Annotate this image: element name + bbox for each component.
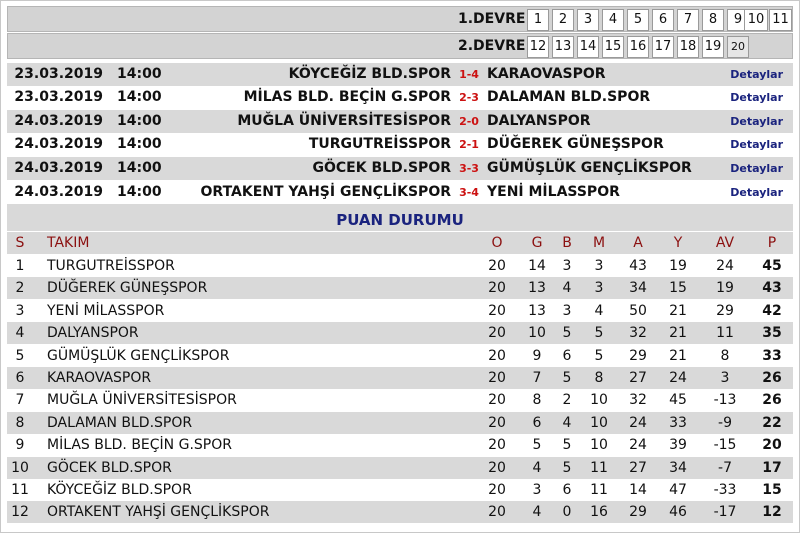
row-lost: 3 (594, 280, 604, 297)
header-won: G (531, 235, 543, 251)
row-lost: 11 (590, 459, 608, 476)
row-drawn: 6 (562, 347, 572, 364)
fixture-details-link[interactable]: Detaylar (730, 186, 783, 199)
row-goal-difference: 29 (716, 302, 734, 319)
week-button-8[interactable]: 8 (702, 9, 724, 31)
row-position: 11 (11, 482, 29, 498)
week-button-12[interactable]: 12 (527, 36, 549, 58)
fixture-home-team: TURGUTREİSSPOR (308, 136, 451, 152)
row-lost: 8 (594, 370, 604, 386)
row-team: DALYANSPOR (47, 325, 139, 342)
row-lost: 16 (590, 504, 608, 521)
header-points: P (767, 235, 777, 251)
row-points: 15 (762, 482, 782, 498)
fixture-time: 14:00 (117, 160, 162, 176)
week-button-20[interactable]: 20 (727, 36, 749, 58)
standings-row (7, 479, 793, 501)
row-goals-for: 24 (629, 414, 647, 431)
row-goals-against: 39 (669, 437, 687, 454)
fixture-away-team: DALAMAN BLD.SPOR (487, 89, 651, 105)
fixture-date: 24.03.2019 (14, 113, 103, 129)
row-position: 7 (15, 392, 25, 409)
row-drawn: 4 (562, 414, 572, 431)
fixture-home-team: ORTAKENT YAHŞİ GENÇLİKSPOR (200, 184, 451, 200)
fixture-row (7, 110, 793, 133)
standings-row (7, 322, 793, 344)
row-played: 20 (488, 504, 506, 521)
fixture-away-team: DALYANSPOR (487, 113, 591, 129)
row-goal-difference: -33 (713, 482, 737, 498)
row-goals-for: 27 (629, 370, 647, 386)
standings-row (7, 300, 793, 322)
standings-title: PUAN DURUMU (7, 209, 793, 231)
row-goal-difference: -13 (713, 392, 737, 409)
fixture-row (7, 86, 793, 109)
fixture-date: 24.03.2019 (14, 136, 103, 152)
row-team: GÜMÜŞLÜK GENÇLİKSPOR (47, 347, 230, 364)
standings-row (7, 255, 793, 277)
fixture-home-team: GÖCEK BLD.SPOR (312, 160, 451, 176)
row-goal-difference: -9 (718, 414, 732, 431)
row-team: KÖYCEĞİZ BLD.SPOR (47, 482, 192, 498)
header-goals-for: A (633, 235, 643, 251)
fixture-date: 23.03.2019 (14, 89, 103, 105)
row-points: 12 (762, 504, 782, 521)
row-team: YENİ MİLASSPOR (47, 302, 165, 319)
fixture-details-link[interactable]: Detaylar (730, 138, 783, 151)
row-goals-against: 21 (669, 325, 687, 342)
row-goals-for: 32 (629, 325, 647, 342)
row-drawn: 4 (562, 280, 572, 297)
row-position: 12 (11, 504, 29, 521)
second-half-label: 2.DEVRE (458, 38, 526, 54)
row-points: 45 (762, 258, 782, 274)
row-played: 20 (488, 302, 506, 319)
row-goals-for: 24 (629, 437, 647, 454)
fixture-details-link[interactable]: Detaylar (730, 68, 783, 81)
row-position: 4 (15, 325, 25, 342)
row-goals-against: 47 (669, 482, 687, 498)
fixture-away-team: GÜMÜŞLÜK GENÇLİKSPOR (487, 160, 692, 176)
row-team: DALAMAN BLD.SPOR (47, 414, 193, 431)
row-goal-difference: 11 (716, 325, 734, 342)
row-played: 20 (488, 325, 506, 342)
row-points: 42 (762, 302, 782, 319)
row-goals-for: 29 (629, 347, 647, 364)
row-points: 35 (762, 325, 782, 342)
row-goals-against: 34 (669, 459, 687, 476)
row-played: 20 (488, 370, 506, 386)
header-goal-difference: AV (715, 235, 735, 251)
week-button-3[interactable]: 3 (577, 9, 599, 31)
row-lost: 10 (590, 414, 608, 431)
row-played: 20 (488, 482, 506, 498)
fixture-date: 23.03.2019 (14, 66, 103, 82)
week-button-13[interactable]: 13 (552, 36, 574, 58)
fixture-score: 3-4 (459, 186, 479, 199)
row-won: 3 (532, 482, 542, 498)
row-goals-against: 19 (669, 258, 687, 274)
standings-header-row (7, 232, 793, 254)
fixture-score: 3-3 (459, 162, 479, 175)
row-position: 8 (15, 414, 25, 431)
row-won: 14 (528, 258, 546, 274)
fixture-date: 24.03.2019 (14, 184, 103, 200)
row-lost: 3 (594, 258, 604, 274)
row-goals-against: 15 (669, 280, 687, 297)
row-played: 20 (488, 347, 506, 364)
row-goals-against: 21 (669, 347, 687, 364)
header-drawn: B (562, 235, 572, 251)
row-played: 20 (488, 280, 506, 297)
fixture-home-team: MUĞLA ÜNİVERSİTESİSPOR (237, 113, 451, 129)
week-button-14[interactable]: 14 (577, 36, 599, 58)
row-drawn: 5 (562, 437, 572, 454)
standings-row (7, 457, 793, 479)
fixture-details-link[interactable]: Detaylar (730, 91, 783, 104)
header-team: TAKIM (47, 235, 90, 251)
row-won: 5 (532, 437, 542, 454)
week-button-4[interactable]: 4 (602, 9, 624, 31)
row-team: KARAOVASPOR (47, 370, 152, 386)
row-lost: 4 (594, 302, 604, 319)
row-goal-difference: 8 (720, 347, 730, 364)
row-drawn: 3 (562, 258, 572, 274)
row-team: DÜĞEREK GÜNEŞSPOR (47, 280, 208, 297)
row-lost: 10 (590, 392, 608, 409)
row-position: 3 (15, 302, 25, 319)
week-button-17[interactable]: 17 (652, 36, 674, 58)
row-team: MİLAS BLD. BEÇİN G.SPOR (47, 437, 232, 454)
header-position: S (15, 235, 25, 251)
row-goals-for: 14 (629, 482, 647, 498)
row-goal-difference: -17 (713, 504, 737, 521)
row-won: 9 (532, 347, 542, 364)
row-won: 10 (528, 325, 546, 342)
row-goal-difference: 24 (716, 258, 734, 274)
row-drawn: 2 (562, 392, 572, 409)
fixture-score: 2-3 (459, 91, 479, 104)
row-won: 4 (532, 504, 542, 521)
fixture-time: 14:00 (117, 184, 162, 200)
row-lost: 5 (594, 325, 604, 342)
row-goals-against: 46 (669, 504, 687, 521)
row-goals-for: 34 (629, 280, 647, 297)
row-goals-against: 21 (669, 302, 687, 319)
standings-row (7, 277, 793, 299)
fixture-time: 14:00 (117, 136, 162, 152)
row-won: 6 (532, 414, 542, 431)
fixture-time: 14:00 (117, 89, 162, 105)
fixture-away-team: KARAOVASPOR (487, 66, 606, 82)
week-button-11[interactable]: 11 (769, 9, 792, 31)
row-goals-for: 29 (629, 504, 647, 521)
row-drawn: 5 (562, 325, 572, 342)
week-button-1[interactable]: 1 (527, 9, 549, 31)
header-lost: M (592, 235, 606, 251)
fixture-row (7, 133, 793, 156)
first-half-label: 1.DEVRE (458, 11, 526, 27)
row-won: 4 (532, 459, 542, 476)
week-button-18[interactable]: 18 (677, 36, 699, 58)
row-drawn: 5 (562, 459, 572, 476)
first-half-selector (7, 6, 793, 32)
row-lost: 10 (590, 437, 608, 454)
fixture-details-link[interactable]: Detaylar (730, 115, 783, 128)
week-button-10[interactable]: 10 (744, 9, 768, 31)
row-goals-against: 33 (669, 414, 687, 431)
week-button-5[interactable]: 5 (627, 9, 649, 31)
row-goals-for: 43 (629, 258, 647, 274)
row-lost: 11 (590, 482, 608, 498)
row-played: 20 (488, 414, 506, 431)
fixture-time: 14:00 (117, 113, 162, 129)
fixture-row (7, 63, 793, 86)
standings-row (7, 367, 793, 389)
row-lost: 5 (594, 347, 604, 364)
week-button-2[interactable]: 2 (552, 9, 574, 31)
row-goals-against: 24 (669, 370, 687, 386)
row-goal-difference: -15 (713, 437, 737, 454)
header-goals-against: Y (673, 235, 683, 251)
standings-row (7, 501, 793, 523)
row-played: 20 (488, 459, 506, 476)
fixture-date: 24.03.2019 (14, 160, 103, 176)
row-drawn: 3 (562, 302, 572, 319)
row-points: 20 (762, 437, 782, 454)
row-points: 26 (762, 370, 782, 386)
row-drawn: 6 (562, 482, 572, 498)
row-position: 9 (15, 437, 25, 454)
fixture-score: 1-4 (459, 68, 479, 81)
row-goals-for: 27 (629, 459, 647, 476)
week-button-7[interactable]: 7 (677, 9, 699, 31)
fixture-row (7, 181, 793, 204)
fixture-home-team: KÖYCEĞİZ BLD.SPOR (288, 66, 451, 82)
row-won: 7 (532, 370, 542, 386)
standings-row (7, 389, 793, 411)
row-played: 20 (488, 258, 506, 274)
fixture-time: 14:00 (117, 66, 162, 82)
standings-row (7, 412, 793, 434)
fixture-row (7, 157, 793, 180)
row-points: 17 (762, 459, 782, 476)
row-position: 10 (11, 459, 29, 476)
fixture-score: 2-1 (459, 138, 479, 151)
row-goal-difference: -7 (718, 459, 732, 476)
row-team: GÖCEK BLD.SPOR (47, 459, 172, 476)
row-drawn: 0 (562, 504, 572, 521)
row-position: 1 (15, 258, 25, 274)
fixture-score: 2-0 (459, 115, 479, 128)
row-goal-difference: 3 (720, 370, 730, 386)
row-goals-for: 32 (629, 392, 647, 409)
fixture-home-team: MİLAS BLD. BEÇİN G.SPOR (243, 89, 451, 105)
week-button-16[interactable]: 16 (627, 36, 649, 58)
row-won: 13 (528, 280, 546, 297)
row-points: 26 (762, 392, 782, 409)
row-team: TURGUTREİSSPOR (47, 258, 175, 274)
standings-row (7, 434, 793, 456)
row-won: 13 (528, 302, 546, 319)
row-drawn: 5 (562, 370, 572, 386)
row-points: 22 (762, 414, 782, 431)
row-team: ORTAKENT YAHŞİ GENÇLİKSPOR (47, 504, 270, 521)
fixture-away-team: YENİ MİLASSPOR (487, 184, 620, 200)
fixture-details-link[interactable]: Detaylar (730, 162, 783, 175)
row-points: 43 (762, 280, 782, 297)
row-goals-for: 50 (629, 302, 647, 319)
row-team: MUĞLA ÜNİVERSİTESİSPOR (47, 392, 237, 409)
row-played: 20 (488, 437, 506, 454)
standings-row (7, 345, 793, 367)
row-position: 6 (15, 370, 25, 386)
fixture-away-team: DÜĞEREK GÜNEŞSPOR (487, 136, 664, 152)
week-button-9[interactable]: 9 (727, 9, 749, 31)
row-position: 2 (15, 280, 25, 297)
week-button-15[interactable]: 15 (602, 36, 624, 58)
row-goal-difference: 19 (716, 280, 734, 297)
week-button-6[interactable]: 6 (652, 9, 674, 31)
row-played: 20 (488, 392, 506, 409)
second-half-selector (7, 33, 793, 59)
week-button-19[interactable]: 19 (702, 36, 724, 58)
row-position: 5 (15, 347, 25, 364)
row-goals-against: 45 (669, 392, 687, 409)
header-played: O (491, 235, 503, 251)
row-won: 8 (532, 392, 542, 409)
row-points: 33 (762, 347, 782, 364)
